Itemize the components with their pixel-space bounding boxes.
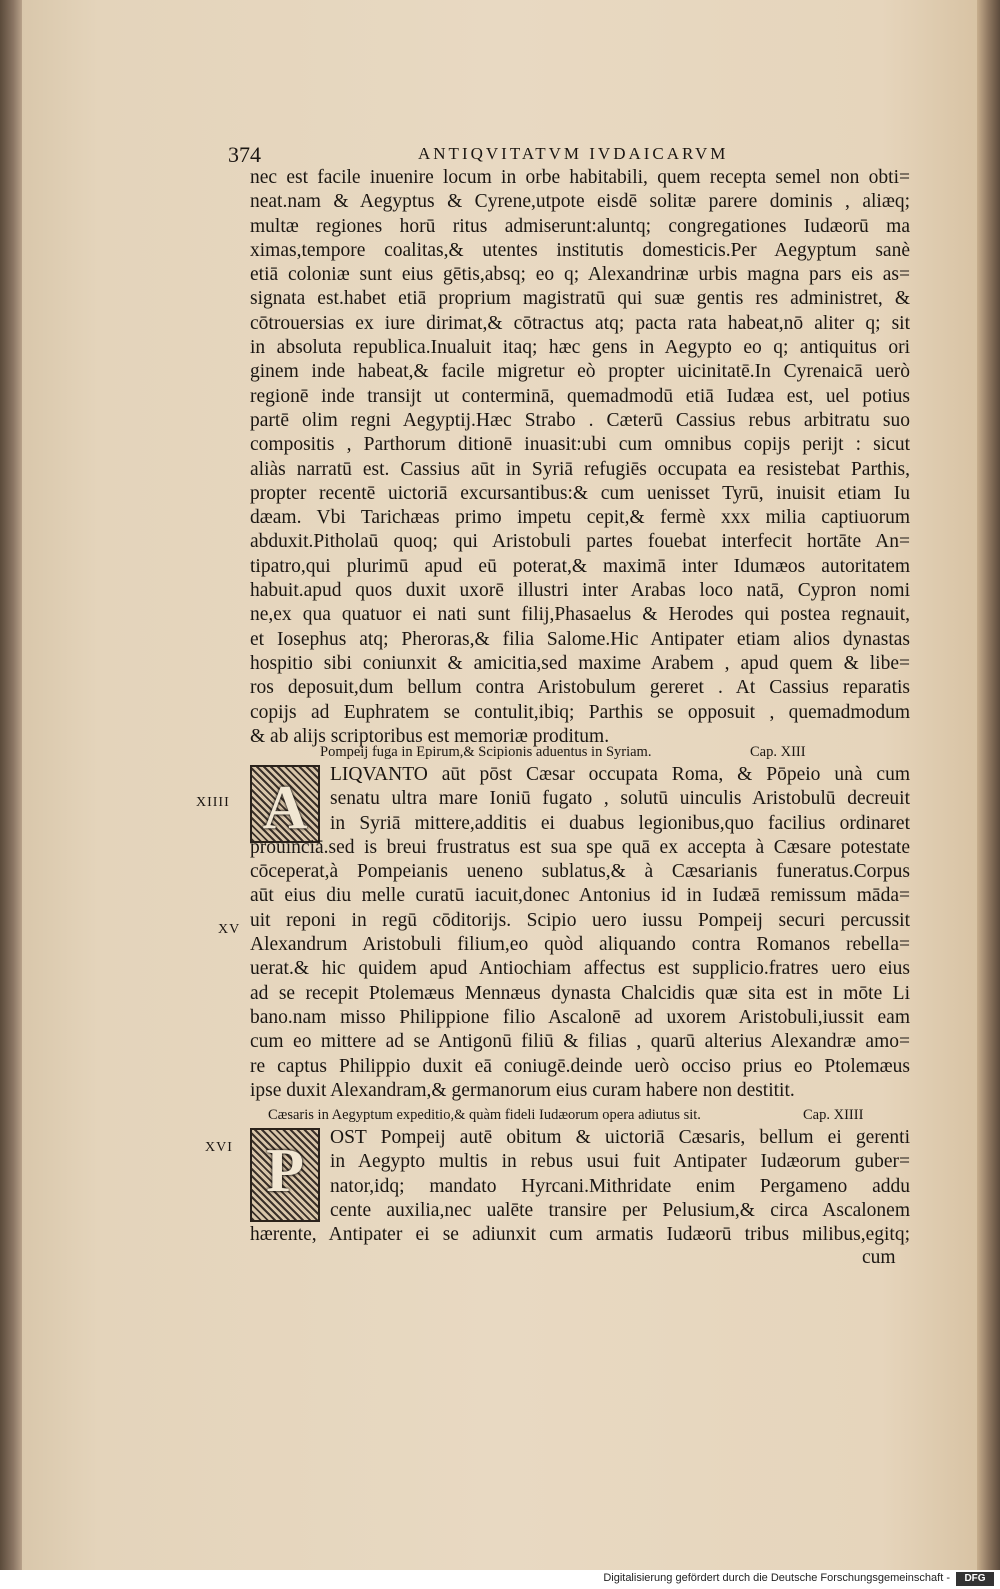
text-line: in Syriā mittere,additis ei duabus legionibus,quo facilius ordinaret bbox=[330, 812, 910, 834]
paragraph-opening bbox=[250, 166, 910, 749]
catchword: cum bbox=[862, 1247, 896, 1268]
footer-bar bbox=[0, 1570, 1000, 1589]
text-line: partē olim regni Aegyptij.Hæc Strabo . Cæterū Cassius rebus arbitratu suo bbox=[250, 409, 910, 431]
text-line: ros deposuit,dum bellum contra Aristobulum gereret . At Cassius reparatis bbox=[250, 677, 910, 699]
text-line: regionē inde transijt ut conterminā, quemadmodū etiā Iudæa est, uel potius bbox=[250, 385, 910, 407]
text-line: nator,idq; mandato Hyrcani.Mithridate enim Pergameno addu bbox=[330, 1175, 910, 1197]
chapter-title: Pompeij fuga in Epirum,& Scipionis aduentus in Syriam. bbox=[320, 744, 652, 760]
chapter-title: Cæsaris in Aegyptum expeditio,& quàm fideli Iudæorum opera adiutus sit. bbox=[268, 1107, 701, 1123]
text-line: ximas,tempore coalitas,& utentes institutis domesticis.Per Aegyptum sanè bbox=[250, 239, 910, 261]
text-line: etiā coloniæ sunt eius gētis,absq; eo q; Alexandrinæ urbis magna pars eis as= bbox=[250, 264, 910, 286]
text-line: signata est.habet etiā proprium magistratū qui suæ gentis res administret, & bbox=[250, 288, 910, 310]
text-line: copijs ad Euphratem se contulit,ibiq; Parthis se opposuit , quemadmodum bbox=[250, 701, 910, 723]
text-line: aliàs narratū est. Cassius aūt in Syriā refugiēs occupata ea resistebat Parthis, bbox=[250, 458, 910, 480]
text-line: nec est facile inuenire locum in orbe habitabili, quem recepta semel non obti= bbox=[250, 167, 910, 188]
text-line: compositis , Parthorum ditionē inuasit:ubi cum omnibus copijs perijt : sicut bbox=[250, 434, 910, 456]
text-line: propter recentē uictoriā excursantibus:& cum uenisset Tyrū, inuisit etiam Iu bbox=[250, 482, 910, 504]
text-line: ginem inde habeat,& facile migretur eò propter uicinitatē.In Cyrenaicā uerò bbox=[250, 361, 910, 383]
text-line: OST Pompeij autē obitum & uictoriā Cæsaris, bellum ei gerenti bbox=[330, 1127, 910, 1148]
page-fore-edge bbox=[977, 0, 1000, 1570]
text-line: in Aegypto multis in rebus usui fuit Antipater Iudæorum guber= bbox=[330, 1151, 910, 1173]
text-line: bano.nam misso Philippione filio Ascalonē ad uxorem Aristobuli,iussit eam bbox=[250, 1006, 910, 1028]
margin-number: XV bbox=[218, 922, 241, 937]
initial-letter: P bbox=[266, 1137, 304, 1205]
text-line: cōceperat,à Pompeianis ueneno sublatus,& à Cæsarianis funeratus.Corpus bbox=[250, 861, 910, 883]
text-line: ipse duxit Alexandram,& germanorum eius curam habere non destitit. bbox=[250, 1079, 795, 1101]
text-line: hospitio sibi coniunxit & amicitia,sed maxime Arabem , apud quem & libe= bbox=[250, 652, 910, 674]
margin-number: XIIII bbox=[196, 795, 230, 810]
text-line: habuit.apud quos duxit uxorē illustri inter Arabas loco natā, Cypron nomi bbox=[250, 580, 910, 602]
paragraph-chapter13 bbox=[250, 763, 910, 1103]
book-spine-edge bbox=[0, 0, 22, 1570]
text-line: cum eo mittere ad se Antigonū filiū & filias , quarū alterius Alexandræ amo= bbox=[250, 1031, 910, 1053]
text-line: aūt eius diu melle curatū iacuit,donec Antonius id in Iudæā remissum māda= bbox=[250, 885, 910, 907]
text-line: uerat.& hic quidem apud Antiochiam affectus est supplicio.fratres uero eius bbox=[250, 958, 910, 980]
running-title: ANTIQVITATVM IVDAICARVM bbox=[418, 144, 729, 163]
chapter-number: Cap. XIII bbox=[750, 744, 806, 760]
text-line: in absoluta republica.Inualuit itaq; hæc gens in Aegypto eo q; antiquitus ori bbox=[250, 337, 910, 359]
text-line: tipatro,qui plurimū apud eū poterat,& maximā inter Idumæos autoritatem bbox=[250, 555, 910, 577]
text-line: re captus Philippio duxit eā coniugē.deinde uerò occiso prius eo Ptolemæus bbox=[250, 1055, 910, 1077]
text-line: cente auxilia,nec ualēte transire per Pelusium,& circa Ascalonem bbox=[330, 1199, 910, 1221]
text-line: & ab alijs scriptoribus est memoriæ proditum. bbox=[250, 725, 610, 747]
text-line: Alexandrum Aristobuli filium,eo quòd aliquando contra Romanos rebella= bbox=[250, 934, 910, 956]
text-line: neat.nam & Aegyptus & Cyrene,utpote eisdē solitæ parere dominis , aliæq; bbox=[250, 191, 910, 213]
text-line: senatu ultra mare Ioniū fugato , solutū uinculis Aristobulū decreuit bbox=[330, 788, 910, 810]
text-line: prouinciā.sed is breui frustratus est sua spe quā ex accepta à Cæsare potestate bbox=[250, 836, 910, 858]
text-line: dæam. Vbi Tarichæas primo impetu cepit,& fermè xxx milia captiuorum bbox=[250, 507, 910, 529]
paragraph-chapter14 bbox=[250, 1126, 910, 1247]
text-line: hærente, Antipater ei se adiunxit cum armatis Iudæorū tribus milibus,egitq; bbox=[250, 1224, 910, 1246]
chapter-number: Cap. XIIII bbox=[803, 1107, 864, 1123]
text-line: LIQVANTO aūt pōst Cæsar occupata Roma, & Pōpeio unà cum bbox=[330, 764, 910, 785]
page-header bbox=[228, 142, 908, 166]
margin-number: XVI bbox=[205, 1140, 233, 1155]
page-number: 374 bbox=[228, 142, 261, 167]
text-line: multæ regiones horū ritus admiserunt:aluntq; congregationes Iudæorū ma bbox=[250, 215, 910, 237]
text-line: abduxit.Pitholaū quoq; qui Aristobuli partes fouebat interfecit hortāte An= bbox=[250, 531, 910, 553]
text-line: cōtrouersias ex iure dirimat,& cōtractus atq; pacta rata habeat,nō aliter q; sit bbox=[250, 312, 910, 334]
text-line: ad se recepit Ptolemæus Mennæus dynasta Chalcidis quæ sita est in mōte Li bbox=[250, 982, 910, 1004]
initial-letter: A bbox=[262, 774, 308, 842]
text-line: et Iosephus atq; Pheroras,& filia Salome.Hic Antipater etiam alios dynastas bbox=[250, 628, 910, 650]
funding-credit: Digitalisierung gefördert durch die Deutsche Forschungsgemeinschaft - bbox=[603, 1572, 950, 1584]
text-line: ne,ex qua quatuor ei nati sunt filij,Phasaelus & Herodes qui postea regnauit, bbox=[250, 604, 910, 626]
dfg-logo: DFG bbox=[956, 1572, 994, 1586]
text-line: uit reponi in regū cōditorijs. Scipio uero iussu Pompeij securi percussit bbox=[250, 909, 910, 931]
